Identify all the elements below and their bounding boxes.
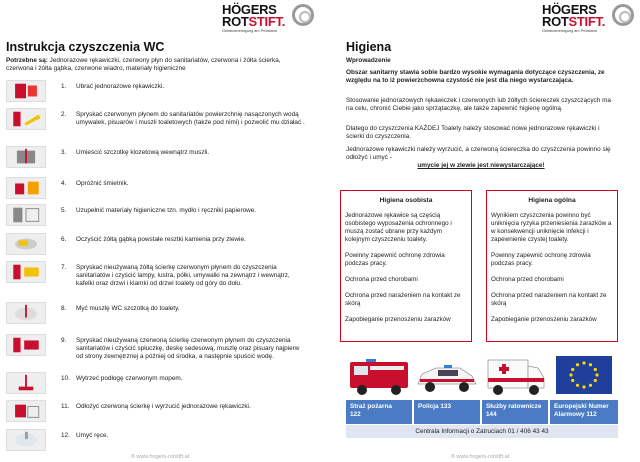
step-text: Uzupełnić materiały higieniczne tzn. mydło i ręczniki papierowe.	[76, 207, 257, 214]
step-image	[6, 429, 46, 451]
step-image	[6, 372, 46, 394]
spray-icon	[7, 109, 45, 129]
red-cloth-icon	[7, 335, 45, 355]
paragraph-each-toilet: Dlatego do czyszczenia KAŻDEJ Toalety należy stosować nowe jednorazowe rękawiczki i ścierki do czyszczenia.	[346, 125, 600, 140]
box-item: Ochrona przed narażeniem na kontakt ze skórą	[491, 292, 607, 307]
step-image	[6, 261, 46, 283]
warning-text: umycie jej w zlewie jest niewystarczające!	[417, 162, 545, 169]
step-text: Oczyścić żółtą gąbką powstałe resztki kamienia przy zlewie.	[76, 236, 246, 243]
right-footer: ® www.hogers-rotstift.at	[450, 454, 510, 460]
paper-towel-icon	[7, 205, 45, 225]
step-image	[6, 302, 46, 324]
box-item: Zapobieganie przenoszeniu zarazków	[345, 316, 451, 323]
poison-info-center: Centrala Informacji o Zatruciach 01 / 406 43 43	[346, 425, 618, 438]
step-number: 5.	[61, 207, 67, 214]
step-image	[6, 233, 46, 255]
lead-paragraph: Obszar sanitarny stawia sobie bardzo wysokie wymagania dotyczące czyszczenia, ze względu na to iż powierzchowna czystość nie jest dla niego wystarczająca.	[346, 69, 605, 84]
paragraph-gloves: Stosowanie jednorazowych rękawiczek i czerwonych lub żółtych ściereczek czyszczących ma na celu, chronić Ciebie jako sprzątaczkę, ale także zapewnić higienę ogólną.	[346, 97, 611, 112]
box-item: Wynikiem czyszczenia powinno być uniknięcia ryzyka przeniesienia zarazków a w konsekwencji uniknięcie infekcji i zapewnienie czystej toalety.	[491, 212, 612, 243]
instruction-step	[6, 334, 316, 358]
step-image	[6, 146, 46, 168]
box-title: Higiena ogólna	[528, 197, 576, 204]
instruction-step	[6, 233, 316, 257]
step-number: 12.	[61, 432, 70, 439]
logo-emblem-icon	[292, 4, 314, 26]
dispose-gloves-icon	[7, 401, 45, 421]
instruction-step	[6, 108, 316, 132]
box-item: Jednorazowe rękawice są częścią osobistego wyposażenia ochronnego i muszą zostać ubrane przy każdym kolejnym czyszczeniu toalety.	[345, 212, 452, 243]
company-logo: HÖGERS ROTSTIFT. Gebäudereinigung am Prüfstand	[542, 4, 636, 34]
step-number: 7.	[61, 264, 67, 271]
step-number: 9.	[61, 337, 67, 344]
rescue-number: Służby ratownicze 144	[482, 400, 548, 424]
instruction-step	[6, 302, 316, 326]
instruction-step	[6, 177, 316, 201]
emergency-numbers	[346, 400, 618, 424]
toilet-brush-icon	[7, 147, 45, 167]
step-image	[6, 108, 46, 130]
step-number: 3.	[61, 149, 67, 156]
ambulance-icon	[482, 352, 548, 398]
box-item: Zapobieganie przenoszeniu zarazków	[491, 316, 597, 323]
step-image	[6, 334, 46, 356]
instruction-step	[6, 429, 316, 453]
step-text: Umyć ręce.	[76, 432, 109, 439]
step-number: 6.	[61, 236, 67, 243]
step-text: Ubrać jednorazowe rękawiczki.	[76, 83, 165, 90]
mop-icon	[7, 373, 45, 393]
materials-needed: Potrzebne są: Jednorazowe rękawiczki, czerwony płyn do sanitariatów, czerwona i żółta ścierka, czerwona i żółta gąbka, czerwone wiadro, materiały higieniczne	[6, 57, 281, 72]
logo-emblem-icon	[612, 4, 634, 26]
general-hygiene-box	[486, 190, 618, 342]
step-number: 4.	[61, 180, 67, 187]
eu-flag-icon	[550, 352, 618, 398]
step-image	[6, 177, 46, 199]
instruction-step	[6, 372, 316, 396]
instruction-step	[6, 400, 316, 424]
company-logo: HÖGERS ROTSTIFT. Gebäudereinigung am Prüfstand	[222, 4, 316, 34]
step-text: Myć muszlę WC szczotką do toalety.	[76, 305, 180, 312]
police-car-icon	[414, 352, 480, 398]
step-text: Opróżnić śmietnik.	[76, 180, 129, 187]
sponge-icon	[7, 234, 45, 254]
eu-alarm-number: Europejski Numer Alarmowy 112	[550, 400, 618, 424]
step-number: 2.	[61, 111, 67, 118]
box-item: Ochrona przed chorobami	[345, 276, 418, 283]
step-number: 10.	[61, 375, 70, 382]
step-text: Umieścić szczotkę klozetową wewnątrz muszli.	[76, 149, 210, 156]
instruction-step	[6, 146, 316, 170]
fire-number: Straż pożarna 122	[346, 400, 412, 424]
yellow-cloth-icon	[7, 262, 45, 282]
step-text: Odłożyć czerwoną ścierkę i wyrzucić jednorazowe rękawiczki.	[76, 403, 251, 410]
fire-truck-icon	[346, 352, 412, 398]
page-title: Instrukcja czyszczenia WC	[6, 40, 165, 54]
step-number: 1.	[61, 83, 67, 90]
paragraph-dispose: Jednorazowe rękawiczki należy wyrzucić, a czerwoną ściereczka do czyszczenia powinno się odłożyć i umyć - umycie jej w zlewie jest niewystarczające!	[346, 146, 616, 170]
gloves-icon	[7, 81, 45, 101]
instruction-step	[6, 80, 316, 104]
step-number: 11.	[61, 403, 70, 410]
step-image	[6, 400, 46, 422]
page-title: Higiena	[346, 40, 392, 54]
box-item: Powinny zapewnić ochronę zdrowia podczas pracy.	[345, 252, 445, 267]
right-page	[320, 0, 640, 462]
section-subtitle: Wprowadzenie	[346, 57, 391, 64]
box-item: Powinny zapewnić ochronę zdrowia podczas pracy.	[491, 252, 591, 267]
step-text: Spryskać nieużywaną czerwoną ścierkę czerwonym płynem do czyszczenia sanitariatów i czyścić spłuczkę, deskę sedesową, muszlę oraz pisuary najpierw od strony zewnętrznej a później od środka, a następnie spuścić wodę.	[76, 337, 300, 360]
box-item: Ochrona przed narażeniem na kontakt ze skórą	[345, 292, 461, 307]
step-text: Wytrzeć podłogę czerwonym mopem.	[76, 375, 183, 382]
step-image	[6, 204, 46, 226]
toilet-icon	[7, 303, 45, 323]
step-number: 8.	[61, 305, 67, 312]
step-image	[6, 80, 46, 102]
bin-icon	[7, 178, 45, 198]
emergency-vehicles	[346, 352, 618, 398]
box-item: Ochrona przed chorobami	[491, 276, 564, 283]
step-text: Spryskać nieużywaną żółtą ścierkę czerwonym płynem do czyszczenia sanitariatów i czyścić lampy, lustra, półki, umywalki na zewnątrz i wewnątrz, kafelki oraz drzwi i klamki od drzwi toalety od góry do dołu.	[76, 264, 290, 287]
personal-hygiene-box	[340, 190, 472, 342]
instruction-step	[6, 204, 316, 228]
left-footer: ® www.hogers-rotstift.at	[130, 454, 190, 460]
police-number: Policja 133	[414, 400, 480, 424]
box-title: Higiena osobista	[379, 197, 433, 204]
handwash-icon	[7, 430, 45, 450]
instruction-step	[6, 261, 316, 285]
step-text: Spryskać czerwonym płynem do sanitariatów powierzchnię nasączonych wodą umywalek, pisuarów i muszli toaletowych (także pod nimi) i pozwolić mu działać .	[76, 111, 305, 126]
